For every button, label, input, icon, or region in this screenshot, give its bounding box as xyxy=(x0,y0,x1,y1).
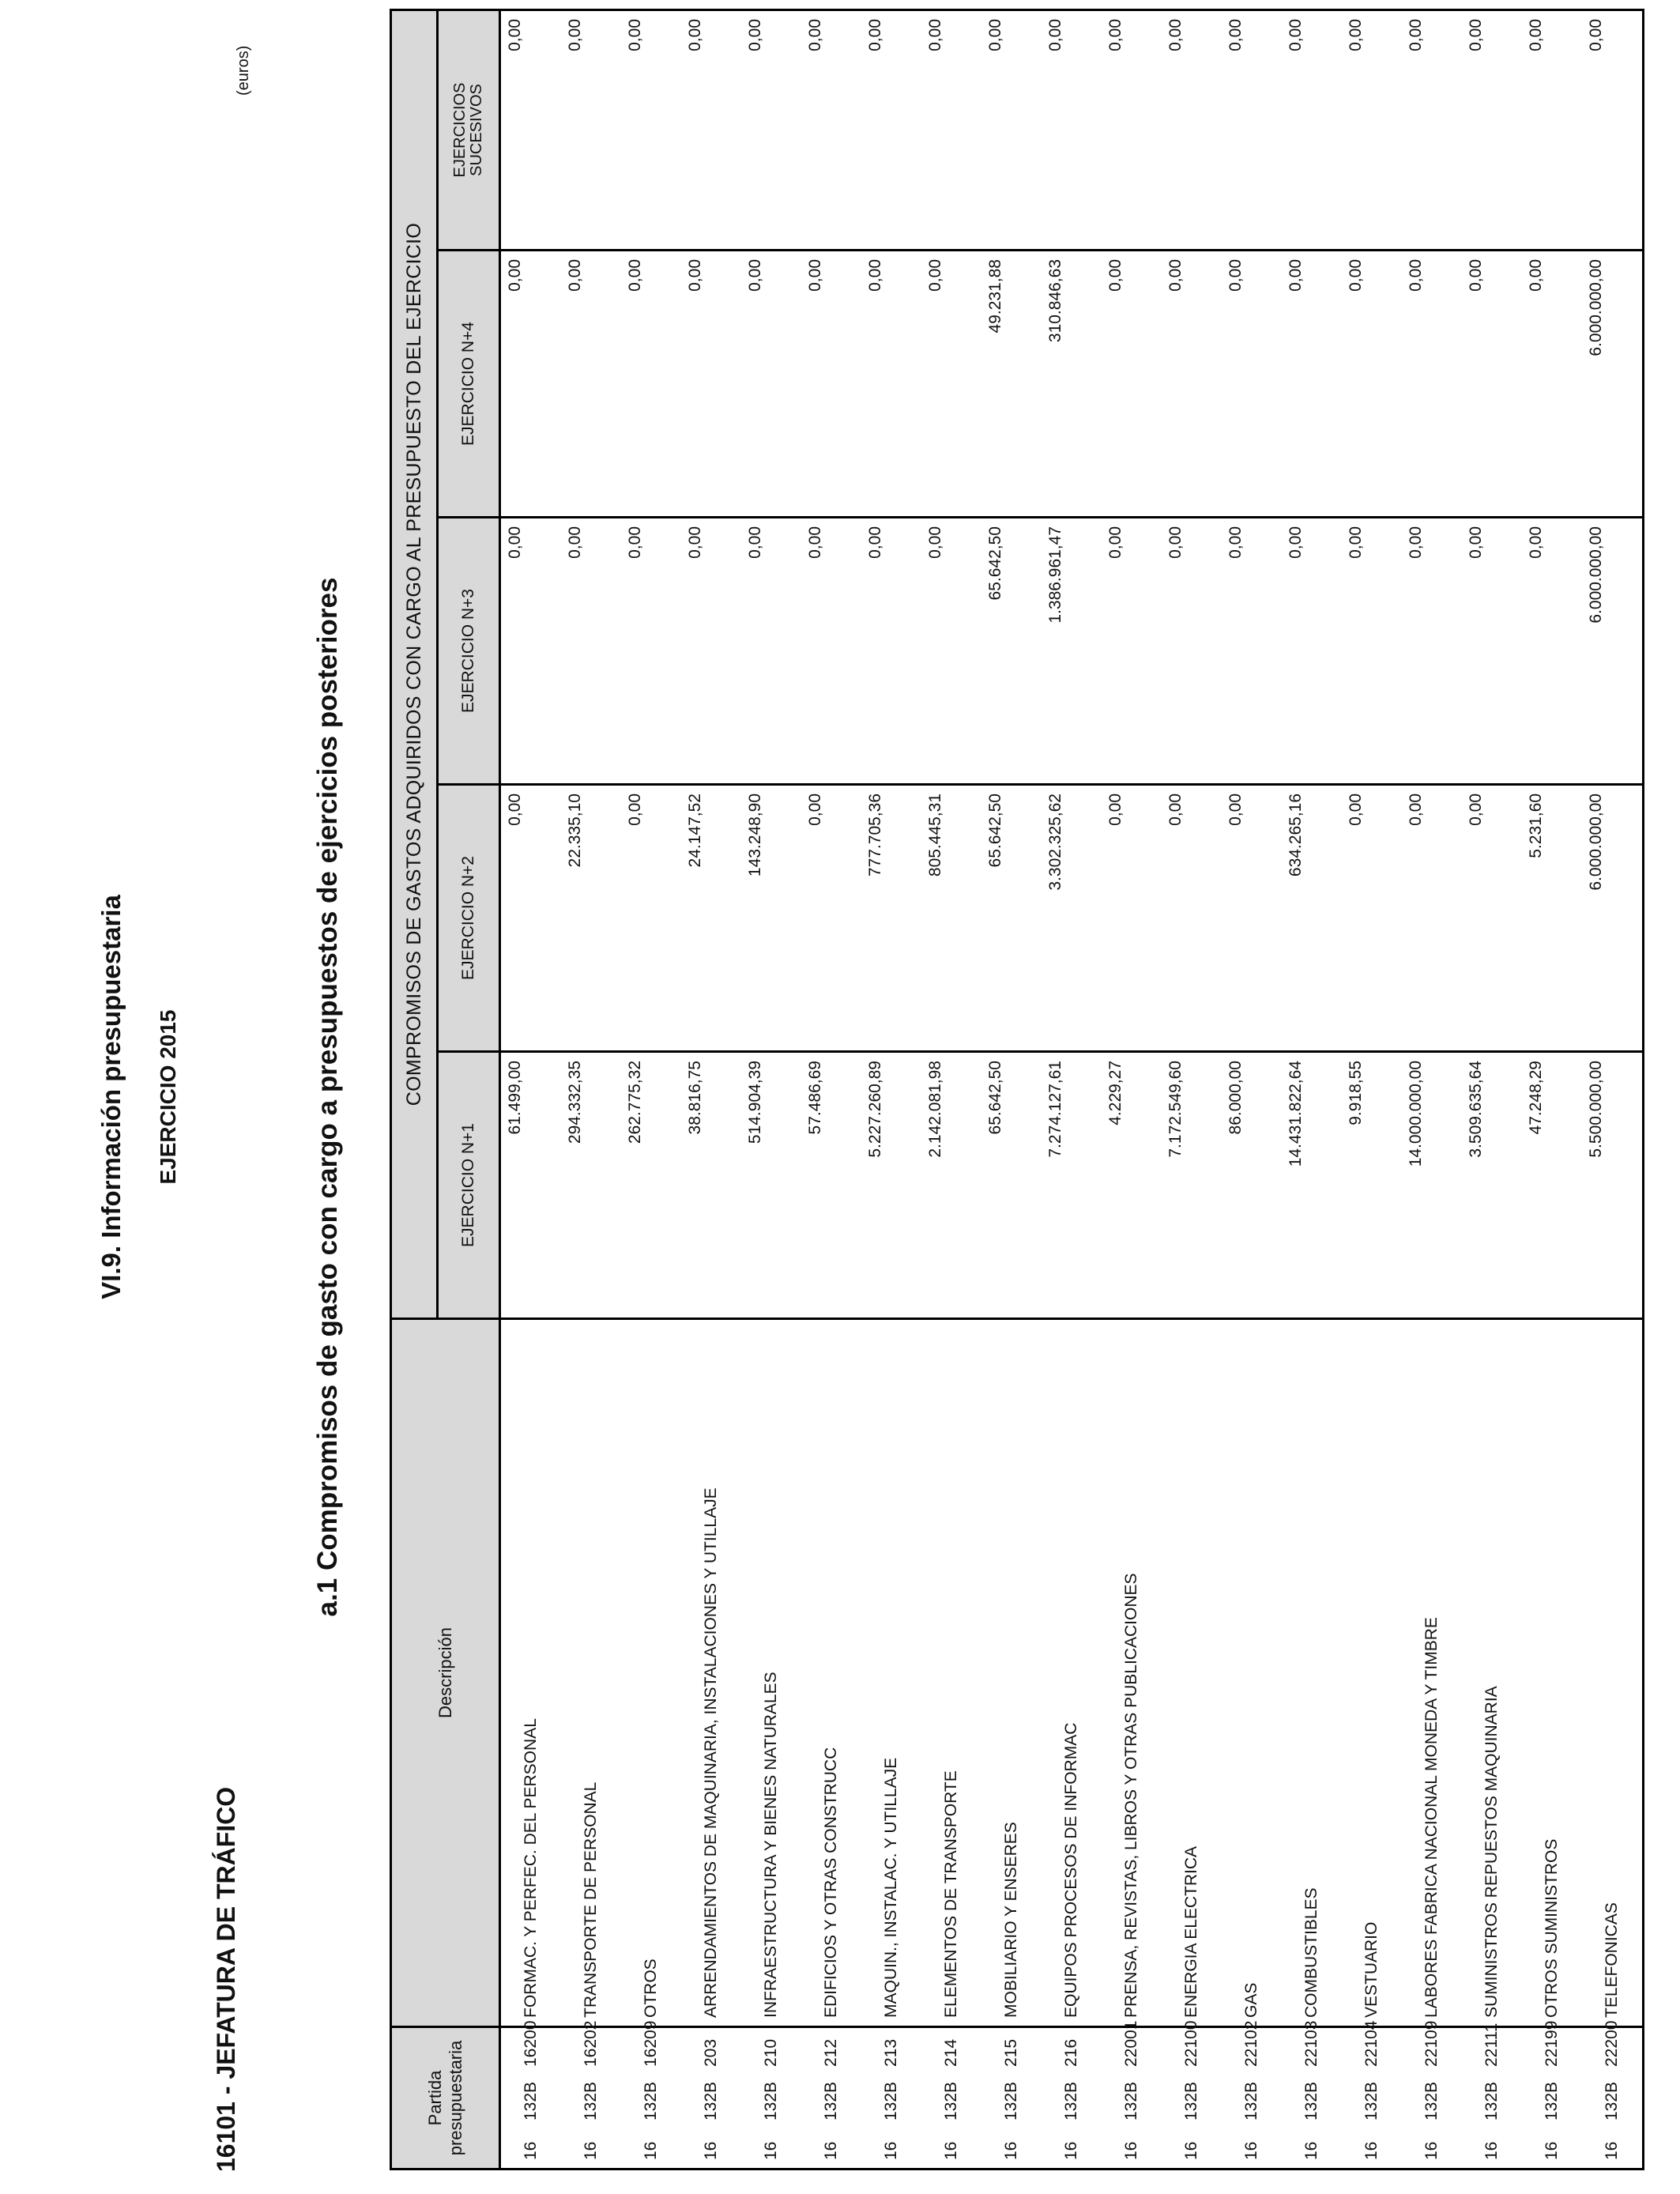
cell-n4: 0,00 xyxy=(1222,251,1282,518)
table-row xyxy=(801,10,861,2169)
partida-seccion: 16 xyxy=(882,2141,900,2160)
cell-suc: 0,00 xyxy=(1582,10,1644,251)
cell-n4: 6.000.000,00 xyxy=(1582,251,1644,518)
cell-descripcion: PRENSA, REVISTAS, LIBROS Y OTRAS PUBLICACIONES xyxy=(1102,1319,1162,2027)
page-title: VI.9. Información presupuestaria xyxy=(96,895,126,1299)
cell-n4: 0,00 xyxy=(500,251,562,518)
cell-partida xyxy=(921,2027,981,2169)
table-row xyxy=(1162,10,1222,2169)
partida-programa: 132B xyxy=(1482,2081,1501,2120)
cell-n3: 0,00 xyxy=(500,518,562,785)
cell-n2: 0,00 xyxy=(500,785,562,1052)
col-header-sucesivos-line2: SUCESIVOS xyxy=(468,84,485,176)
cell-n1: 9.918,55 xyxy=(1342,1052,1402,1319)
cell-partida xyxy=(741,2027,801,2169)
partida-seccion: 16 xyxy=(942,2141,960,2160)
cell-partida xyxy=(681,2027,741,2169)
cell-n4: 310.846,63 xyxy=(1042,251,1102,518)
cell-n1: 14.431.822,64 xyxy=(1282,1052,1342,1319)
partida-programa: 132B xyxy=(1543,2081,1561,2120)
cell-partida xyxy=(1162,2020,1222,2169)
cell-n2: 634.265,16 xyxy=(1282,785,1342,1052)
partida-programa: 132B xyxy=(1062,2081,1080,2120)
cell-suc: 0,00 xyxy=(1162,10,1222,251)
partida-concepto: 210 xyxy=(762,2038,780,2067)
cell-partida xyxy=(1402,2020,1462,2169)
partida-concepto: 22111 xyxy=(1482,2022,1501,2067)
cell-descripcion: SUMINISTROS REPUESTOS MAQUINARIA xyxy=(1462,1319,1522,2027)
cell-n4: 0,00 xyxy=(681,251,741,518)
partida-programa: 132B xyxy=(1242,2081,1260,2120)
partida-seccion: 16 xyxy=(1302,2141,1320,2160)
partida-seccion: 16 xyxy=(1002,2141,1020,2160)
cell-n2: 0,00 xyxy=(1162,785,1222,1052)
table-row xyxy=(1582,10,1644,2169)
cell-n1: 514.904,39 xyxy=(741,1052,801,1319)
partida-concepto: 22102 xyxy=(1242,2020,1260,2067)
partida-seccion: 16 xyxy=(582,2141,600,2160)
cell-partida xyxy=(1282,2020,1342,2169)
partida-programa: 132B xyxy=(762,2081,780,2120)
cell-n2: 0,00 xyxy=(1102,785,1162,1052)
cell-n3: 0,00 xyxy=(1402,518,1462,785)
cell-n4: 0,00 xyxy=(1102,251,1162,518)
cell-n3: 0,00 xyxy=(741,518,801,785)
cell-n1: 14.000.000,00 xyxy=(1402,1052,1462,1319)
cell-n3: 0,00 xyxy=(1462,518,1522,785)
cell-partida xyxy=(1102,2020,1162,2169)
table-row xyxy=(981,10,1042,2169)
table-row xyxy=(681,10,741,2169)
partida-seccion: 16 xyxy=(1062,2141,1080,2160)
cell-suc: 0,00 xyxy=(741,10,801,251)
cell-suc: 0,00 xyxy=(1102,10,1162,251)
table-row xyxy=(861,10,921,2169)
cell-n3: 0,00 xyxy=(1522,518,1582,785)
cell-n4: 0,00 xyxy=(921,251,981,518)
table-row xyxy=(1282,10,1342,2169)
cell-partida xyxy=(861,2027,921,2169)
partida-seccion: 16 xyxy=(822,2141,840,2160)
cell-descripcion: EDIFICIOS Y OTRAS CONSTRUCC xyxy=(801,1319,861,2027)
cell-n4: 0,00 xyxy=(801,251,861,518)
cell-descripcion: MAQUIN., INSTALAC. Y UTILLAJE xyxy=(861,1319,921,2027)
cell-n4: 0,00 xyxy=(1522,251,1582,518)
partida-seccion: 16 xyxy=(1603,2141,1621,2160)
partida-programa: 132B xyxy=(1122,2081,1140,2120)
cell-descripcion: TELEFONICAS xyxy=(1582,1319,1644,2027)
cell-n2: 5.231,60 xyxy=(1522,785,1582,1052)
cell-descripcion: ELEMENTOS DE TRANSPORTE xyxy=(921,1319,981,2027)
table-row xyxy=(741,10,801,2169)
col-group-header: COMPROMISOS DE GASTOS ADQUIRIDOS CON CARGO AL PRESUPUESTO DEL EJERCICIO xyxy=(391,10,438,1319)
partida-programa: 132B xyxy=(882,2081,900,2120)
partida-programa: 132B xyxy=(1302,2081,1320,2120)
cell-n4: 0,00 xyxy=(561,251,621,518)
partida-programa: 132B xyxy=(642,2081,660,2120)
exercise-title: EJERCICIO 2015 xyxy=(156,1009,180,1185)
table-row xyxy=(1222,10,1282,2169)
cell-partida xyxy=(1042,2027,1102,2169)
partida-concepto: 216 xyxy=(1062,2038,1080,2067)
cell-n3: 0,00 xyxy=(1222,518,1282,785)
cell-suc: 0,00 xyxy=(681,10,741,251)
partida-concepto: 22199 xyxy=(1543,2020,1561,2067)
partida-seccion: 16 xyxy=(1482,2141,1501,2160)
partida-programa: 132B xyxy=(1603,2081,1621,2120)
units-label: (euros) xyxy=(235,45,252,96)
cell-suc: 0,00 xyxy=(861,10,921,251)
table-body xyxy=(500,10,1644,2169)
cell-partida xyxy=(621,2020,681,2169)
cell-partida xyxy=(1342,2020,1402,2169)
partida-concepto: 22109 xyxy=(1422,2020,1441,2067)
partida-programa: 132B xyxy=(1422,2081,1441,2120)
partida-concepto: 16209 xyxy=(642,2020,660,2067)
partida-programa: 132B xyxy=(582,2081,600,2120)
partida-seccion: 16 xyxy=(762,2141,780,2160)
section-title: a.1 Compromisos de gasto con cargo a presupuestos de ejercicios posteriores xyxy=(312,577,343,1617)
cell-n4: 49.231,88 xyxy=(981,251,1042,518)
cell-n1: 7.274.127,61 xyxy=(1042,1052,1102,1319)
partida-seccion: 16 xyxy=(522,2141,540,2160)
partida-concepto: 16202 xyxy=(582,2020,600,2067)
cell-n1: 65.642,50 xyxy=(981,1052,1042,1319)
table-row xyxy=(1522,10,1582,2169)
partida-programa: 132B xyxy=(1362,2081,1381,2120)
cell-n4: 0,00 xyxy=(1162,251,1222,518)
cell-n3: 0,00 xyxy=(681,518,741,785)
cell-n4: 0,00 xyxy=(1282,251,1342,518)
cell-n3: 0,00 xyxy=(861,518,921,785)
cell-n3: 0,00 xyxy=(1102,518,1162,785)
table-row xyxy=(1462,10,1522,2169)
cell-n3: 0,00 xyxy=(801,518,861,785)
col-header-n2: EJERCICIO N+2 xyxy=(438,785,500,1052)
cell-descripcion: OTROS xyxy=(621,1319,681,2027)
cell-suc: 0,00 xyxy=(1342,10,1402,251)
partida-seccion: 16 xyxy=(1422,2141,1441,2160)
cell-descripcion: COMBUSTIBLES xyxy=(1282,1319,1342,2027)
cell-n3: 0,00 xyxy=(1282,518,1342,785)
cell-partida xyxy=(1582,2020,1644,2169)
cell-n1: 47.248,29 xyxy=(1522,1052,1582,1319)
cell-partida xyxy=(801,2027,861,2169)
partida-seccion: 16 xyxy=(702,2141,720,2160)
partida-concepto: 22103 xyxy=(1302,2020,1320,2067)
cell-suc: 0,00 xyxy=(500,10,562,251)
cell-suc: 0,00 xyxy=(1222,10,1282,251)
cell-n2: 3.302.325,62 xyxy=(1042,785,1102,1052)
partida-concepto: 215 xyxy=(1002,2038,1020,2067)
cell-partida xyxy=(981,2027,1042,2169)
cell-n4: 0,00 xyxy=(741,251,801,518)
partida-concepto: 22104 xyxy=(1362,2020,1381,2067)
cell-n2: 0,00 xyxy=(621,785,681,1052)
cell-n1: 5.227.260,89 xyxy=(861,1052,921,1319)
cell-partida xyxy=(1462,2022,1522,2169)
cell-descripcion: ARRENDAMIENTOS DE MAQUINARIA, INSTALACIONES Y UTILLAJE xyxy=(681,1319,741,2027)
cell-n2: 777.705,36 xyxy=(861,785,921,1052)
col-header-n4: EJERCICIO N+4 xyxy=(438,251,500,518)
cell-suc: 0,00 xyxy=(1282,10,1342,251)
partida-concepto: 22001 xyxy=(1122,2020,1140,2067)
cell-n1: 262.775,32 xyxy=(621,1052,681,1319)
cell-n3: 0,00 xyxy=(921,518,981,785)
partida-concepto: 212 xyxy=(822,2038,840,2067)
cell-descripcion: MOBILIARIO Y ENSERES xyxy=(981,1319,1042,2027)
cell-suc: 0,00 xyxy=(921,10,981,251)
cell-n1: 3.509.635,64 xyxy=(1462,1052,1522,1319)
table-row xyxy=(921,10,981,2169)
table-row xyxy=(621,10,681,2169)
cell-n2: 0,00 xyxy=(1402,785,1462,1052)
cell-partida xyxy=(1522,2020,1582,2169)
partida-seccion: 16 xyxy=(1543,2141,1561,2160)
partida-programa: 132B xyxy=(702,2081,720,2120)
cell-n1: 38.816,75 xyxy=(681,1052,741,1319)
cell-suc: 0,00 xyxy=(1462,10,1522,251)
cell-n1: 57.486,69 xyxy=(801,1052,861,1319)
partida-concepto: 203 xyxy=(702,2038,720,2067)
partida-seccion: 16 xyxy=(1362,2141,1381,2160)
partida-seccion: 16 xyxy=(1242,2141,1260,2160)
cell-n2: 0,00 xyxy=(1342,785,1402,1052)
cell-n4: 0,00 xyxy=(1402,251,1462,518)
cell-n1: 2.142.081,98 xyxy=(921,1052,981,1319)
cell-n3: 0,00 xyxy=(1342,518,1402,785)
col-header-sucesivos-line1: EJERCICIOS xyxy=(451,82,469,178)
partida-concepto: 22100 xyxy=(1182,2020,1200,2067)
cell-suc: 0,00 xyxy=(561,10,621,251)
cell-descripcion: GAS xyxy=(1222,1319,1282,2027)
cell-n3: 0,00 xyxy=(561,518,621,785)
table-row xyxy=(1042,10,1102,2169)
organization-heading: 16101 - JEFATURA DE TRÁFICO xyxy=(212,1786,240,2172)
cell-n1: 4.229,27 xyxy=(1102,1052,1162,1319)
cell-n2: 0,00 xyxy=(1222,785,1282,1052)
cell-n4: 0,00 xyxy=(1342,251,1402,518)
cell-partida xyxy=(561,2020,621,2169)
partida-seccion: 16 xyxy=(642,2141,660,2160)
cell-n3: 0,00 xyxy=(621,518,681,785)
cell-descripcion: TRANSPORTE DE PERSONAL xyxy=(561,1319,621,2027)
table-row xyxy=(1342,10,1402,2169)
cell-suc: 0,00 xyxy=(1522,10,1582,251)
partida-programa: 132B xyxy=(1182,2081,1200,2120)
partida-programa: 132B xyxy=(1002,2081,1020,2120)
cell-suc: 0,00 xyxy=(1042,10,1102,251)
cell-n4: 0,00 xyxy=(1462,251,1522,518)
partida-seccion: 16 xyxy=(1122,2141,1140,2160)
cell-suc: 0,00 xyxy=(981,10,1042,251)
cell-n1: 7.172.549,60 xyxy=(1162,1052,1222,1319)
col-header-sucesivos xyxy=(438,10,500,251)
cell-n4: 0,00 xyxy=(861,251,921,518)
cell-n2: 805.445,31 xyxy=(921,785,981,1052)
cell-n3: 6.000.000,00 xyxy=(1582,518,1644,785)
cell-n2: 143.248,90 xyxy=(741,785,801,1052)
partida-programa: 132B xyxy=(942,2081,960,2120)
cell-descripcion: INFRAESTRUCTURA Y BIENES NATURALES xyxy=(741,1319,801,2027)
table-row xyxy=(1402,10,1462,2169)
cell-descripcion: LABORES FABRICA NACIONAL MONEDA Y TIMBRE xyxy=(1402,1319,1462,2027)
partida-programa: 132B xyxy=(822,2081,840,2120)
header-row-group xyxy=(391,10,438,2169)
cell-descripcion: VESTUARIO xyxy=(1342,1319,1402,2027)
cell-descripcion: EQUIPOS PROCESOS DE INFORMAC xyxy=(1042,1319,1102,2027)
cell-n3: 65.642,50 xyxy=(981,518,1042,785)
cell-descripcion: FORMAC. Y PERFEC. DEL PERSONAL xyxy=(500,1319,562,2027)
cell-n2: 22.335,10 xyxy=(561,785,621,1052)
cell-n2: 24.147,52 xyxy=(681,785,741,1052)
table-row xyxy=(1102,10,1162,2169)
cell-n2: 65.642,50 xyxy=(981,785,1042,1052)
cell-n3: 0,00 xyxy=(1162,518,1222,785)
cell-n1: 5.500.000,00 xyxy=(1582,1052,1644,1319)
partida-concepto: 16200 xyxy=(522,2020,540,2067)
col-header-descripcion: Descripción xyxy=(391,1319,500,2027)
cell-n1: 61.499,00 xyxy=(500,1052,562,1319)
partida-concepto: 22200 xyxy=(1603,2020,1621,2067)
cell-descripcion: OTROS SUMINISTROS xyxy=(1522,1319,1582,2027)
col-header-partida: Partida presupuestaria xyxy=(391,2027,500,2169)
cell-descripcion: ENERGIA ELECTRICA xyxy=(1162,1319,1222,2027)
partida-programa: 132B xyxy=(522,2081,540,2120)
col-header-n1: EJERCICIO N+1 xyxy=(438,1052,500,1319)
cell-n1: 86.000,00 xyxy=(1222,1052,1282,1319)
table-row xyxy=(561,10,621,2169)
cell-n2: 6.000.000,00 xyxy=(1582,785,1644,1052)
cell-suc: 0,00 xyxy=(1402,10,1462,251)
cell-n1: 294.332,35 xyxy=(561,1052,621,1319)
commitments-table xyxy=(390,9,1644,2170)
partida-concepto: 213 xyxy=(882,2038,900,2067)
cell-suc: 0,00 xyxy=(621,10,681,251)
col-header-n3: EJERCICIO N+3 xyxy=(438,518,500,785)
cell-n3: 1.386.961,47 xyxy=(1042,518,1102,785)
partida-concepto: 214 xyxy=(942,2038,960,2067)
table-row xyxy=(500,10,562,2169)
cell-n2: 0,00 xyxy=(801,785,861,1052)
partida-seccion: 16 xyxy=(1182,2141,1200,2160)
cell-partida xyxy=(1222,2020,1282,2169)
cell-n2: 0,00 xyxy=(1462,785,1522,1052)
cell-partida xyxy=(500,2020,562,2169)
cell-n4: 0,00 xyxy=(621,251,681,518)
cell-suc: 0,00 xyxy=(801,10,861,251)
